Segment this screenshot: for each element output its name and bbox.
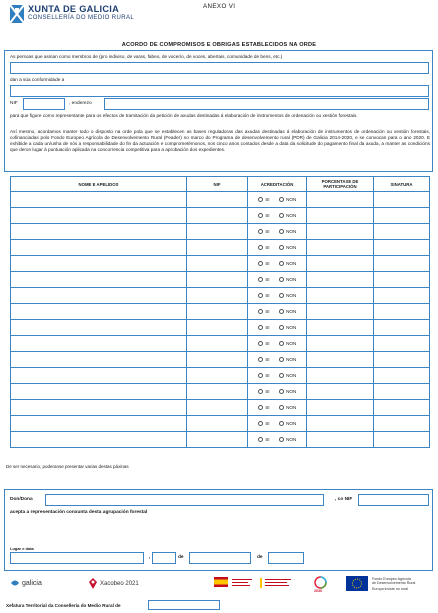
member-nif-cell[interactable]	[187, 400, 248, 416]
accreditation-yes-option[interactable]	[258, 357, 270, 363]
member-name-cell[interactable]	[11, 336, 187, 352]
percentage-cell[interactable]	[307, 304, 374, 320]
yes-label: SI	[265, 197, 270, 202]
accreditation-no-option[interactable]	[279, 245, 297, 251]
signature-cell[interactable]	[374, 432, 430, 448]
accreditation-cell	[248, 432, 307, 448]
accreditation-cell	[248, 208, 307, 224]
xacobeo-logo-text: Xacobeo 2021	[100, 581, 139, 587]
member-name-cell[interactable]	[11, 208, 187, 224]
table-row	[11, 368, 430, 384]
signature-cell[interactable]	[374, 192, 430, 208]
galicia-logo-text: galicia	[22, 580, 42, 587]
feader-text-3: Europa inviste no rural	[372, 587, 408, 591]
ministry2-logo-lines	[260, 578, 292, 588]
member-nif-cell[interactable]	[187, 208, 248, 224]
member-name-cell[interactable]	[11, 272, 187, 288]
accreditation-no-option[interactable]	[279, 421, 297, 427]
accreditation-cell	[248, 320, 307, 336]
member-name-cell[interactable]	[11, 224, 187, 240]
accreditation-cell	[248, 336, 307, 352]
accreditation-no-option[interactable]	[279, 229, 297, 235]
table-row	[11, 256, 430, 272]
table-row	[11, 432, 430, 448]
member-nif-cell[interactable]	[187, 416, 248, 432]
accreditation-yes-option[interactable]	[258, 245, 270, 251]
table-body	[11, 192, 430, 448]
radio-no[interactable]	[279, 325, 285, 331]
signature-cell[interactable]	[374, 400, 430, 416]
accreditation-cell	[248, 272, 307, 288]
signer-name-label: Don/Dona	[10, 497, 33, 502]
no-label: NON	[286, 293, 297, 298]
table-row	[11, 192, 430, 208]
no-label: NON	[286, 437, 297, 442]
accreditation-yes-option[interactable]	[258, 277, 270, 283]
radio-no[interactable]	[279, 245, 285, 251]
accreditation-yes-option[interactable]	[258, 437, 270, 443]
percentage-cell[interactable]	[307, 416, 374, 432]
yes-label: SI	[265, 437, 270, 442]
accreditation-no-option[interactable]	[279, 309, 297, 315]
no-label: NON	[286, 373, 297, 378]
signature-cell[interactable]	[374, 336, 430, 352]
feader-text-1: Fondo Europeo Agrícola	[372, 577, 411, 581]
accreditation-no-option[interactable]	[279, 197, 297, 203]
spain-flag-icon	[214, 577, 228, 587]
no-label: NON	[286, 309, 297, 314]
no-label: NON	[286, 261, 297, 266]
accreditation-cell	[248, 256, 307, 272]
radio-no[interactable]	[279, 405, 285, 411]
radio-no[interactable]	[279, 421, 285, 427]
member-name-cell[interactable]	[11, 192, 187, 208]
signature-cell[interactable]	[374, 224, 430, 240]
member-name-cell[interactable]	[11, 384, 187, 400]
table-row	[11, 240, 430, 256]
yes-label: SI	[265, 373, 270, 378]
accreditation-yes-option[interactable]	[258, 229, 270, 235]
table-row	[11, 288, 430, 304]
table-row	[11, 272, 430, 288]
conformity-text: dan a súa conformidade a	[10, 77, 65, 82]
percentage-cell[interactable]	[307, 240, 374, 256]
table-row	[11, 384, 430, 400]
yes-label: SI	[265, 421, 270, 426]
yes-label: SI	[265, 341, 270, 346]
member-nif-cell[interactable]	[187, 192, 248, 208]
percentage-cell[interactable]	[307, 208, 374, 224]
yes-label: SI	[265, 389, 270, 394]
member-nif-cell[interactable]	[187, 240, 248, 256]
percentage-cell[interactable]	[307, 288, 374, 304]
member-name-cell[interactable]	[11, 368, 187, 384]
signature-cell[interactable]	[374, 288, 430, 304]
table-row	[11, 224, 430, 240]
member-name-cell[interactable]	[11, 288, 187, 304]
no-label: NON	[286, 389, 297, 394]
accreditation-cell	[248, 352, 307, 368]
member-name-cell[interactable]	[11, 352, 187, 368]
accreditation-no-option[interactable]	[279, 261, 297, 267]
accreditation-yes-option[interactable]	[258, 197, 270, 203]
signature-cell[interactable]	[374, 272, 430, 288]
radio-yes[interactable]	[258, 421, 264, 427]
accreditation-yes-option[interactable]	[258, 389, 270, 395]
no-label: NON	[286, 213, 297, 218]
org-subtitle: CONSELLERÍA DO MEDIO RURAL	[28, 15, 135, 21]
org-title: XUNTA DE GALICIA	[28, 4, 120, 14]
radio-no[interactable]	[279, 309, 285, 315]
signer-nif-label: , co NIF	[335, 497, 353, 502]
member-nif-cell[interactable]	[187, 352, 248, 368]
percentage-cell[interactable]	[307, 224, 374, 240]
percentage-cell[interactable]	[307, 256, 374, 272]
accreditation-cell	[248, 288, 307, 304]
xunta-logo-icon	[10, 5, 24, 23]
yes-label: SI	[265, 405, 270, 410]
signature-cell[interactable]	[374, 320, 430, 336]
date-de-2: de	[257, 555, 263, 560]
accreditation-cell	[248, 400, 307, 416]
accreditation-cell	[248, 304, 307, 320]
accreditation-cell	[248, 368, 307, 384]
radio-no[interactable]	[279, 341, 285, 347]
yes-label: SI	[265, 325, 270, 330]
accreditation-yes-option[interactable]	[258, 421, 270, 427]
no-label: NON	[286, 197, 297, 202]
percentage-cell[interactable]	[307, 384, 374, 400]
annex-label: ANEXO VI	[203, 3, 236, 10]
accreditation-cell	[248, 384, 307, 400]
accreditation-no-option[interactable]	[279, 293, 297, 299]
member-nif-cell[interactable]	[187, 368, 248, 384]
signature-cell[interactable]	[374, 384, 430, 400]
xacobeo-logo-icon	[88, 578, 98, 591]
member-nif-cell[interactable]	[187, 256, 248, 272]
accept-text: acepta a representación conxunta desta agrupación forestal	[10, 510, 148, 515]
no-label: NON	[286, 357, 297, 362]
accreditation-cell	[248, 192, 307, 208]
territorial-chief-label: Xefatura Territorial da Consellería do Medio Rural de	[6, 603, 121, 608]
month-input[interactable]	[189, 552, 251, 564]
yes-label: SI	[265, 293, 270, 298]
member-name-cell[interactable]	[11, 416, 187, 432]
accreditation-cell	[248, 224, 307, 240]
accreditation-no-option[interactable]	[279, 325, 297, 331]
accreditation-yes-option[interactable]	[258, 405, 270, 411]
member-name-cell[interactable]	[11, 240, 187, 256]
signature-cell[interactable]	[374, 256, 430, 272]
radio-yes[interactable]	[258, 405, 264, 411]
accreditation-no-option[interactable]	[279, 405, 297, 411]
accreditation-yes-option[interactable]	[258, 261, 270, 267]
yes-label: SI	[265, 213, 270, 218]
radio-no[interactable]	[279, 261, 285, 267]
radio-yes[interactable]	[258, 293, 264, 299]
radio-no[interactable]	[279, 229, 285, 235]
radio-yes[interactable]	[258, 245, 264, 251]
table-header-row	[11, 177, 430, 192]
radio-no[interactable]	[279, 437, 285, 443]
col-header-percentage: PORCENTAXE DE PARTICIPACIÓN	[307, 177, 374, 192]
accreditation-cell	[248, 240, 307, 256]
date-de-1: de	[178, 555, 184, 560]
representative-name-input[interactable]	[10, 85, 429, 97]
no-label: NON	[286, 277, 297, 282]
members-table	[10, 176, 430, 448]
no-label: NON	[286, 229, 297, 234]
place-date-label: Lugar e data	[10, 546, 34, 551]
ministry-logo-lines	[232, 578, 254, 588]
agreement-text: Así mesmo, acordamos manter todo o disposto na orde pola que se establecen as bases reguladoras das axudas destinadas á elaboración de instrumentos de ordenación ou xestión forestais, cofinanciadas polo Fondo Europeo Agrícola de Desenvolvemento Rural (Feader) no marco do Programa de desenvolvemento rural (PDR) de Galicia 2014-2020, e se convocan para o ano 2020. E exhibide a cada un/unha de nós a responsabilidade do fin da actuación e comprometémonos, nos cinco anos contados desde a data da solicitude do pagamento final da axuda, a manter as condicións que deron lugar á puntuación aplicada na concorrencia competitiva para a aprobación dos expedientes.	[10, 129, 430, 153]
member-name-cell[interactable]	[11, 432, 187, 448]
radio-no[interactable]	[279, 293, 285, 299]
percentage-cell[interactable]	[307, 272, 374, 288]
year-input[interactable]	[268, 552, 304, 564]
signature-cell[interactable]	[374, 208, 430, 224]
member-nif-cell[interactable]	[187, 320, 248, 336]
representative-nif-input[interactable]	[23, 98, 65, 110]
accreditation-cell	[248, 416, 307, 432]
more-pages-note: De ser necesario, poderanse presentar varias destas páxinas	[6, 464, 129, 469]
address-label: , enderezo	[69, 101, 92, 106]
table-row	[11, 304, 430, 320]
radio-yes[interactable]	[258, 309, 264, 315]
table-row	[11, 336, 430, 352]
accreditation-no-option[interactable]	[279, 389, 297, 395]
table-row	[11, 320, 430, 336]
day-input[interactable]	[152, 552, 176, 564]
accreditation-no-option[interactable]	[279, 341, 297, 347]
intro-text: As persoas que asinan como membros de (pro indiviso, de varas, fabeo, de vocerío, de voces, abertais, comunidade de bens, etc.)	[10, 54, 283, 59]
member-name-cell[interactable]	[11, 400, 187, 416]
date-comma: ,	[149, 555, 151, 560]
radio-no[interactable]	[279, 357, 285, 363]
signature-cell[interactable]	[374, 352, 430, 368]
radio-yes[interactable]	[258, 357, 264, 363]
member-nif-cell[interactable]	[187, 288, 248, 304]
yes-label: SI	[265, 261, 270, 266]
yes-label: SI	[265, 229, 270, 234]
percentage-cell[interactable]	[307, 432, 374, 448]
radio-yes[interactable]	[258, 373, 264, 379]
radio-no[interactable]	[279, 389, 285, 395]
accreditation-yes-option[interactable]	[258, 325, 270, 331]
radio-yes[interactable]	[258, 341, 264, 347]
table-row	[11, 208, 430, 224]
document-title: ACORDO DE COMPROMISOS E OBRIGAS ESTABLECIDOS NA ORDE	[121, 42, 317, 48]
percentage-cell[interactable]	[307, 320, 374, 336]
member-name-cell[interactable]	[11, 304, 187, 320]
signature-cell[interactable]	[374, 368, 430, 384]
radio-yes[interactable]	[258, 229, 264, 235]
yes-label: SI	[265, 245, 270, 250]
representative-address-input[interactable]	[104, 98, 429, 110]
radio-no[interactable]	[279, 373, 285, 379]
accreditation-no-option[interactable]	[279, 373, 297, 379]
yes-label: SI	[265, 309, 270, 314]
member-nif-cell[interactable]	[187, 304, 248, 320]
yes-label: SI	[265, 357, 270, 362]
radio-yes[interactable]	[258, 277, 264, 283]
signer-nif-input[interactable]	[358, 494, 429, 506]
galicia-logo-icon	[10, 578, 20, 590]
col-header-nif: NIF	[187, 177, 248, 192]
radio-yes[interactable]	[258, 197, 264, 203]
member-nif-cell[interactable]	[187, 272, 248, 288]
territorial-chief-input[interactable]	[148, 600, 220, 610]
accreditation-yes-option[interactable]	[258, 293, 270, 299]
member-nif-cell[interactable]	[187, 224, 248, 240]
feader-text-2: de Desenvolvemento Rural	[372, 581, 416, 585]
group-type-input[interactable]	[10, 62, 429, 74]
no-label: NON	[286, 341, 297, 346]
member-name-cell[interactable]	[11, 256, 187, 272]
percentage-cell[interactable]	[307, 336, 374, 352]
no-label: NON	[286, 245, 297, 250]
accreditation-yes-option[interactable]	[258, 373, 270, 379]
percentage-cell[interactable]	[307, 352, 374, 368]
accreditation-yes-option[interactable]	[258, 213, 270, 219]
accreditation-no-option[interactable]	[279, 213, 297, 219]
radio-yes[interactable]	[258, 261, 264, 267]
col-header-accreditation: ACREDITACIÓN	[248, 177, 307, 192]
radio-yes[interactable]	[258, 325, 264, 331]
member-nif-cell[interactable]	[187, 384, 248, 400]
eu-flag-icon	[346, 576, 368, 591]
accreditation-no-option[interactable]	[279, 277, 297, 283]
radio-yes[interactable]	[258, 437, 264, 443]
yes-label: SI	[265, 277, 270, 282]
member-nif-cell[interactable]	[187, 336, 248, 352]
accreditation-yes-option[interactable]	[258, 341, 270, 347]
accreditation-no-option[interactable]	[279, 437, 297, 443]
signature-cell[interactable]	[374, 304, 430, 320]
percentage-cell[interactable]	[307, 192, 374, 208]
member-name-cell[interactable]	[11, 320, 187, 336]
member-nif-cell[interactable]	[187, 432, 248, 448]
signature-cell[interactable]	[374, 416, 430, 432]
col-header-name: NOME E APELIDOS	[11, 177, 187, 192]
accreditation-no-option[interactable]	[279, 357, 297, 363]
accreditation-yes-option[interactable]	[258, 309, 270, 315]
ods-logo-text: 2030	[314, 589, 322, 593]
no-label: NON	[286, 405, 297, 410]
radio-no[interactable]	[279, 213, 285, 219]
radio-yes[interactable]	[258, 213, 264, 219]
nif-label: NIF	[10, 101, 18, 106]
signature-cell[interactable]	[374, 240, 430, 256]
table-row	[11, 400, 430, 416]
representative-text: para que figure como representante para os efectos de tramitación da petición de axudas destinadas á elaboración de instrumentos de ordenación ou xestión forestais.	[10, 113, 358, 118]
radio-yes[interactable]	[258, 389, 264, 395]
table-row	[11, 416, 430, 432]
no-label: NON	[286, 325, 297, 330]
col-header-signature: SINATURA	[374, 177, 430, 192]
no-label: NON	[286, 421, 297, 426]
radio-no[interactable]	[279, 277, 285, 283]
table-row	[11, 352, 430, 368]
radio-no[interactable]	[279, 197, 285, 203]
place-input[interactable]	[10, 552, 144, 564]
percentage-cell[interactable]	[307, 400, 374, 416]
percentage-cell[interactable]	[307, 368, 374, 384]
signer-name-input[interactable]	[45, 494, 324, 506]
